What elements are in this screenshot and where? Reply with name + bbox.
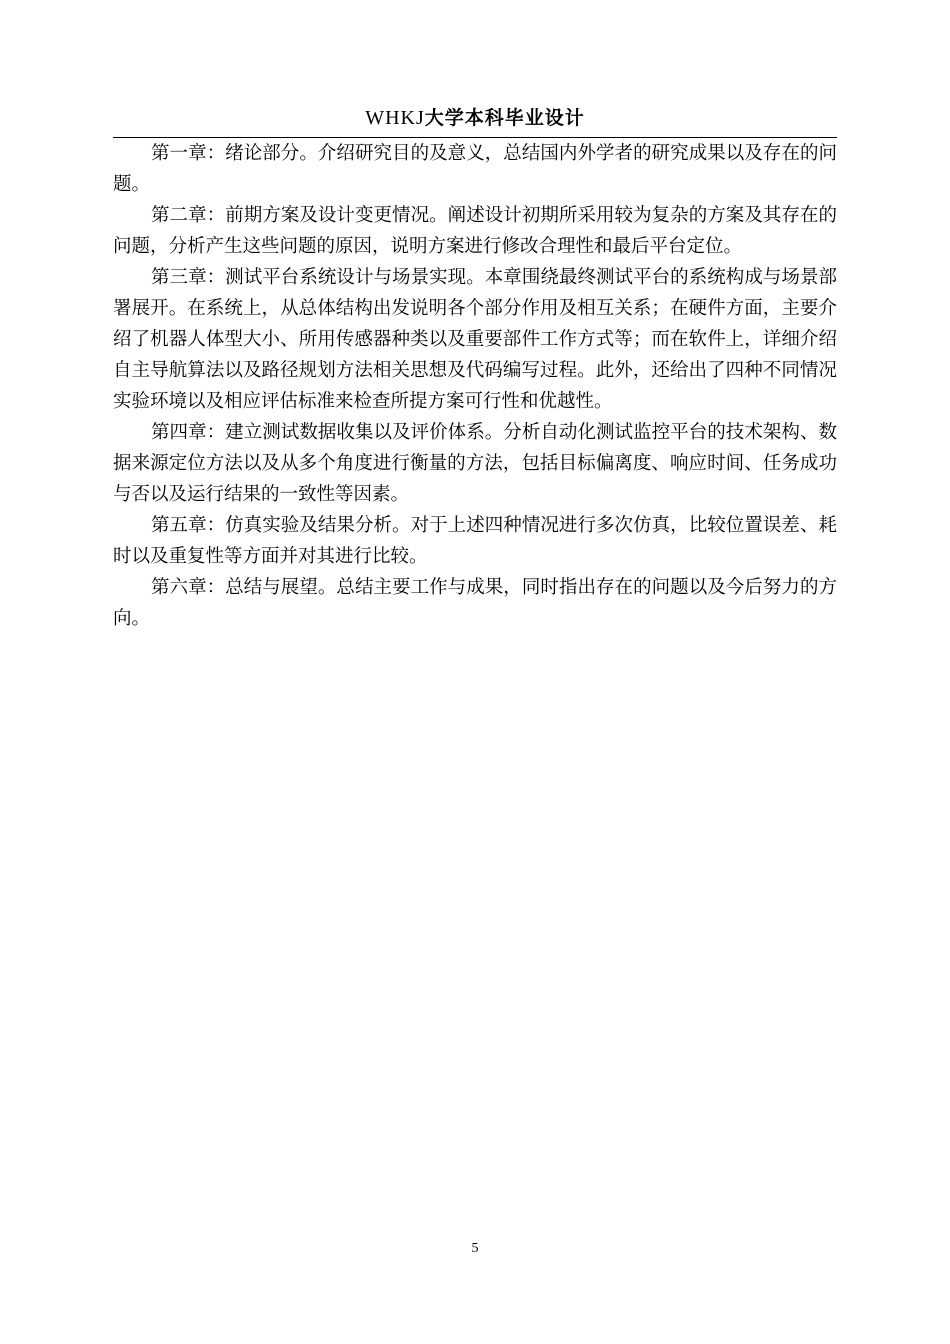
paragraph-chapter-5: 第五章：仿真实验及结果分析。对于上述四种情况进行多次仿真，比较位置误差、耗时以及重复性等方面并对其进行比较。 [113, 515, 837, 567]
paragraph-chapter-1: 第一章：绪论部分。介绍研究目的及意义，总结国内外学者的研究成果以及存在的问题。 [113, 143, 837, 195]
page-header [113, 103, 837, 132]
paragraph-chapter-3: 第三章：测试平台系统设计与场景实现。本章围绕最终测试平台的系统构成与场景部署展开。在系统上，从总体结构出发说明各个部分作用及相互关系；在硬件方面，主要介绍了机器人体型大小、所用传感器种类以及重要部件工作方式等；而在软件上，详细介绍自主导航算法以及路径规划方法相关思想及代码编写过程。此外，还给出了四种不同情况实验环境以及相应评估标准来检查所提方案可行性和优越性。 [113, 267, 837, 412]
paragraph-chapter-2: 第二章：前期方案及设计变更情况。阐述设计初期所采用较为复杂的方案及其存在的问题，分析产生这些问题的原因，说明方案进行修改合理性和最后平台定位。 [113, 205, 837, 257]
header-title-latin: WHKJ [365, 107, 425, 129]
paragraph-chapter-6: 第六章：总结与展望。总结主要工作与成果，同时指出存在的问题以及今后努力的方向。 [113, 577, 837, 629]
page-number: 5 [471, 1241, 479, 1256]
paragraph-chapter-4: 第四章：建立测试数据收集以及评价体系。分析自动化测试监控平台的技术架构、数据来源定位方法以及从多个角度进行衡量的方法，包括目标偏离度、响应时间、任务成功与否以及运行结果的一致性等因素。 [113, 422, 837, 505]
header-title-cjk: 大学本科毕业设计 [424, 107, 585, 129]
body-text [113, 138, 837, 634]
